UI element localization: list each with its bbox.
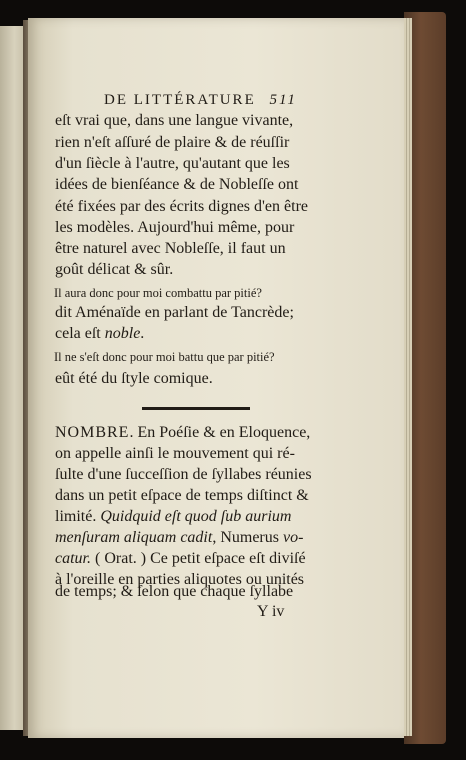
paragraph2-line: on appelle ainſi le mouvement qui ré- [55, 445, 295, 462]
paragraph2-line: de temps; & ſelon que chaque ſyllabe [55, 583, 294, 600]
body-line: dit Aménaïde en parlant de Tancrède; [55, 304, 294, 321]
latin-quote: vo- [282, 529, 304, 546]
running-head-title: DE LITTÉRATURE [104, 92, 256, 108]
text-span: . En Poéſie & en Eloquence, [129, 424, 311, 441]
paragraph1-line: les modèles. Aujourd'hui même, pour [55, 219, 295, 236]
paragraph2-line [55, 529, 303, 547]
latin-quote: catur. [55, 550, 91, 567]
emphasis-noble: noble [104, 325, 141, 342]
body-line [55, 325, 144, 343]
facing-page-edge [0, 26, 25, 730]
paragraph2-line [55, 550, 306, 568]
paragraph1-line: rien n'eſt aſſuré de plaire & de réuſſir [55, 134, 290, 151]
latin-quote: menſuram aliquam cadit [55, 529, 213, 546]
running-head [104, 92, 297, 109]
paragraph2-line [55, 508, 291, 526]
paragraph1-line: eſt vrai que, dans une langue vivante, [55, 112, 294, 129]
latin-quote: Quidquid eſt quod ſub aurium [100, 508, 292, 525]
signature-mark: Y iv [257, 603, 285, 620]
page-number: 511 [269, 92, 297, 108]
verse-quote-2: Il ne s'eſt donc pour moi battu que par pitié? [54, 350, 275, 364]
paragraph1-line: être naturel avec Nobleſſe, il faut un [55, 240, 286, 257]
paragraph1-line: idées de bienſéance & de Nobleſſe ont [55, 176, 299, 193]
paragraph2-line: ſulte d'une ſucceſſion de ſyllabes réunies [55, 466, 312, 483]
section-divider [142, 407, 250, 410]
entry-heading-line [55, 424, 310, 442]
text-span: . [140, 325, 145, 342]
text-span: ( Orat. ) Ce petit eſpace eſt diviſé [91, 550, 306, 567]
body-line: eût été du ſtyle comique. [55, 370, 213, 387]
paragraph2-line: à l'oreille en parties aliquotes ou unités [55, 571, 305, 588]
paragraph1-line: goût délicat & sûr. [55, 261, 174, 278]
text-span: , Numerus [212, 529, 283, 546]
paragraph1-line: d'un ſiècle à l'autre, qu'autant que les [55, 155, 290, 172]
verse-quote-1: Il aura donc pour moi combattu par pitié? [54, 286, 262, 300]
text-span: limité. [55, 508, 101, 525]
entry-headword: NOMBRE [55, 424, 130, 441]
paragraph2-line: dans un petit eſpace de temps diſtinct & [55, 487, 309, 504]
text-span: cela eſt [55, 325, 105, 342]
paragraph1-line: été fixées par des écrits dignes d'en être [55, 198, 308, 215]
